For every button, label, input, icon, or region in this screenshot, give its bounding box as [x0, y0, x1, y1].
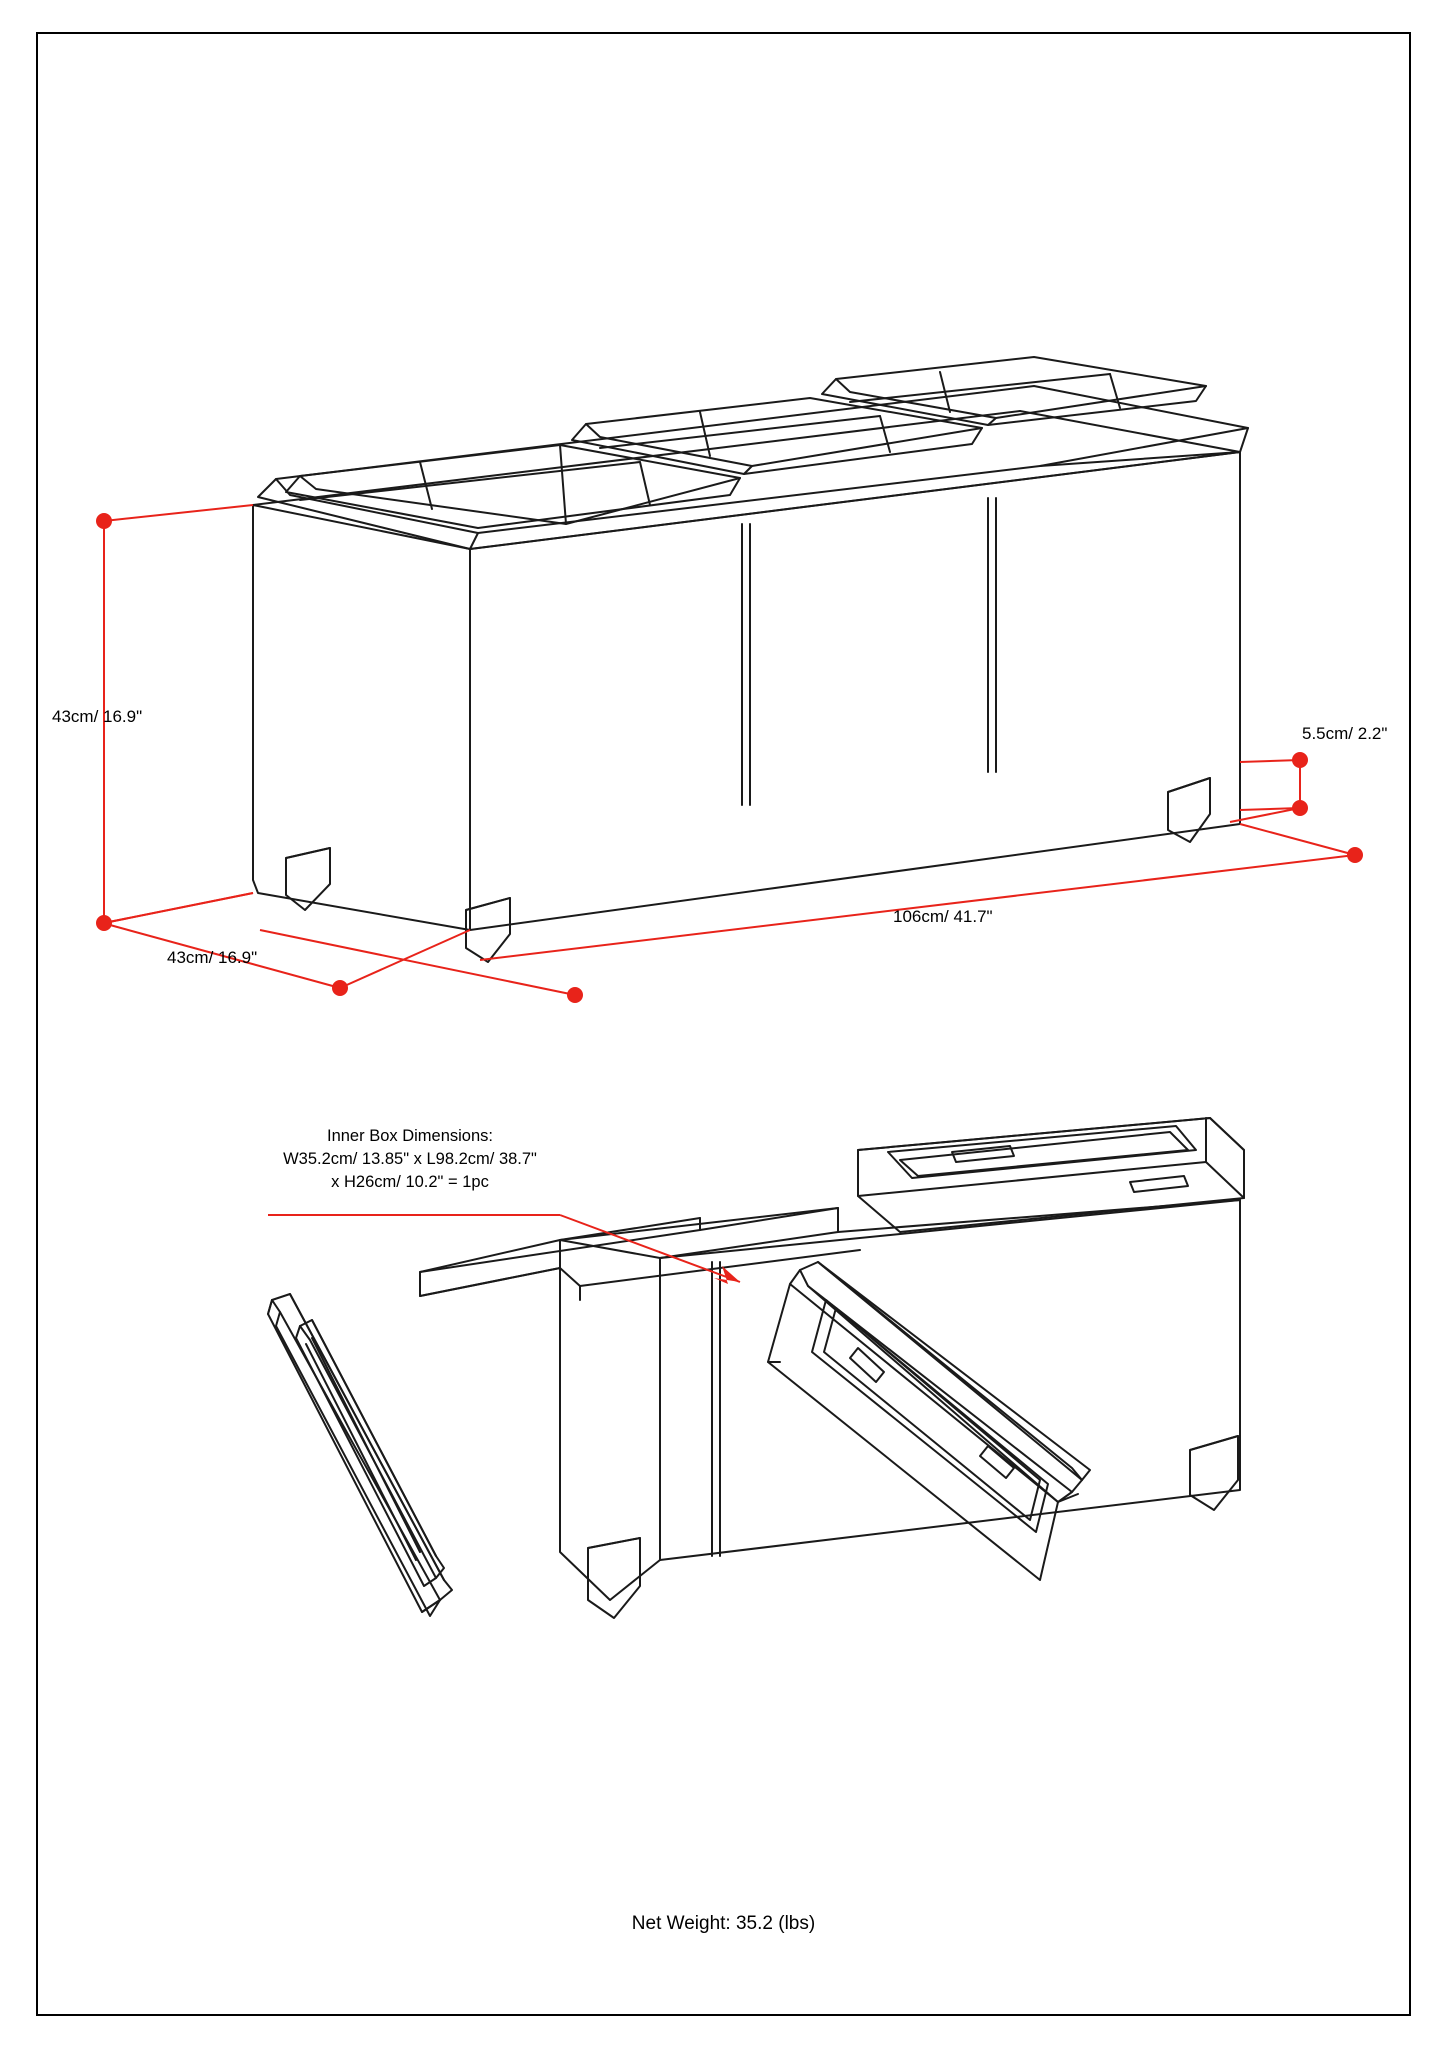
inner-box-dimensions-note: [260, 1125, 560, 1193]
dimension-label-leg-height: 5.5cm/ 2.2": [1302, 724, 1388, 743]
inner-box-line-1: Inner Box Dimensions:: [327, 1127, 493, 1145]
dimension-label-height: 43cm/ 16.9": [52, 707, 143, 726]
page-border: [36, 32, 1411, 2016]
dimension-label-length: 106cm/ 41.7": [893, 907, 993, 926]
inner-box-line-3: x H26cm/ 10.2" = 1pc: [331, 1172, 489, 1191]
inner-box-line-2: W35.2cm/ 13.85" x L98.2cm/ 38.7": [283, 1149, 537, 1168]
net-weight-label: Net Weight: 35.2 (lbs): [631, 1913, 816, 1934]
dimension-label-depth: 43cm/ 16.9": [167, 948, 258, 967]
